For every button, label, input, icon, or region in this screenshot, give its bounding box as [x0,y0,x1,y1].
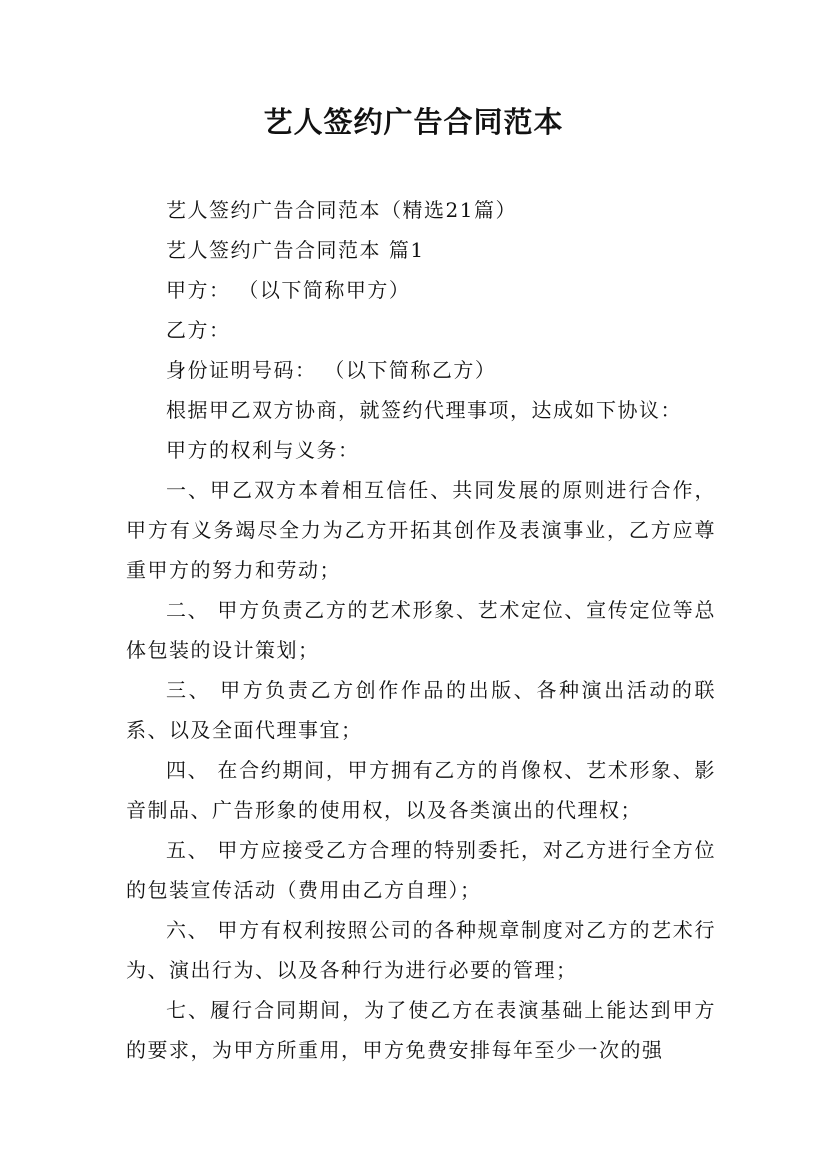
paragraph-clause-1: 一、甲乙双方本着相互信任、共同发展的原则进行合作，甲方有义务竭尽全力为乙方开拓其创作及表演事业，乙方应尊重甲方的努力和劳动； [126,478,716,582]
paragraph-clause-6: 六、 甲方有权利按照公司的各种规章制度对乙方的艺术行为、演出行为、以及各种行为进行必要的管理； [126,918,716,982]
paragraph-clause-4: 四、 在合约期间，甲方拥有乙方的肖像权、艺术形象、影音制品、广告形象的使用权，以及各类演出的代理权； [126,758,716,822]
paragraph-clause-3: 三、 甲方负责乙方创作作品的出版、各种演出活动的联系、以及全面代理事宜； [126,678,716,742]
paragraph-rights-heading: 甲方的权利与义务： [166,438,360,462]
paragraph-collection-heading: 艺人签约广告合同范本（精选21篇） [166,198,517,222]
paragraph-party-a: 甲方： （以下简称甲方） [166,278,411,302]
paragraph-clause-2: 二、 甲方负责乙方的艺术形象、艺术定位、宣传定位等总体包装的设计策划； [126,598,716,662]
paragraph-article-heading: 艺人签约广告合同范本 篇1 [166,238,425,262]
paragraph-party-b: 乙方： [166,318,231,342]
paragraph-clause-7: 七、履行合同期间，为了使乙方在表演基础上能达到甲方的要求，为甲方所重用，甲方免费安排每年至少一次的强 [126,998,716,1062]
document-body [126,190,716,1070]
paragraph-agreement-intro: 根据甲乙双方协商，就签约代理事项，达成如下协议： [166,398,682,422]
paragraph-id-number: 身份证明号码： （以下简称乙方） [166,358,497,382]
paragraph-clause-5: 五、 甲方应接受乙方合理的特别委托，对乙方进行全方位的包装宣传活动（费用由乙方自理）； [126,838,716,902]
document-title: 艺人签约广告合同范本 [263,105,564,139]
